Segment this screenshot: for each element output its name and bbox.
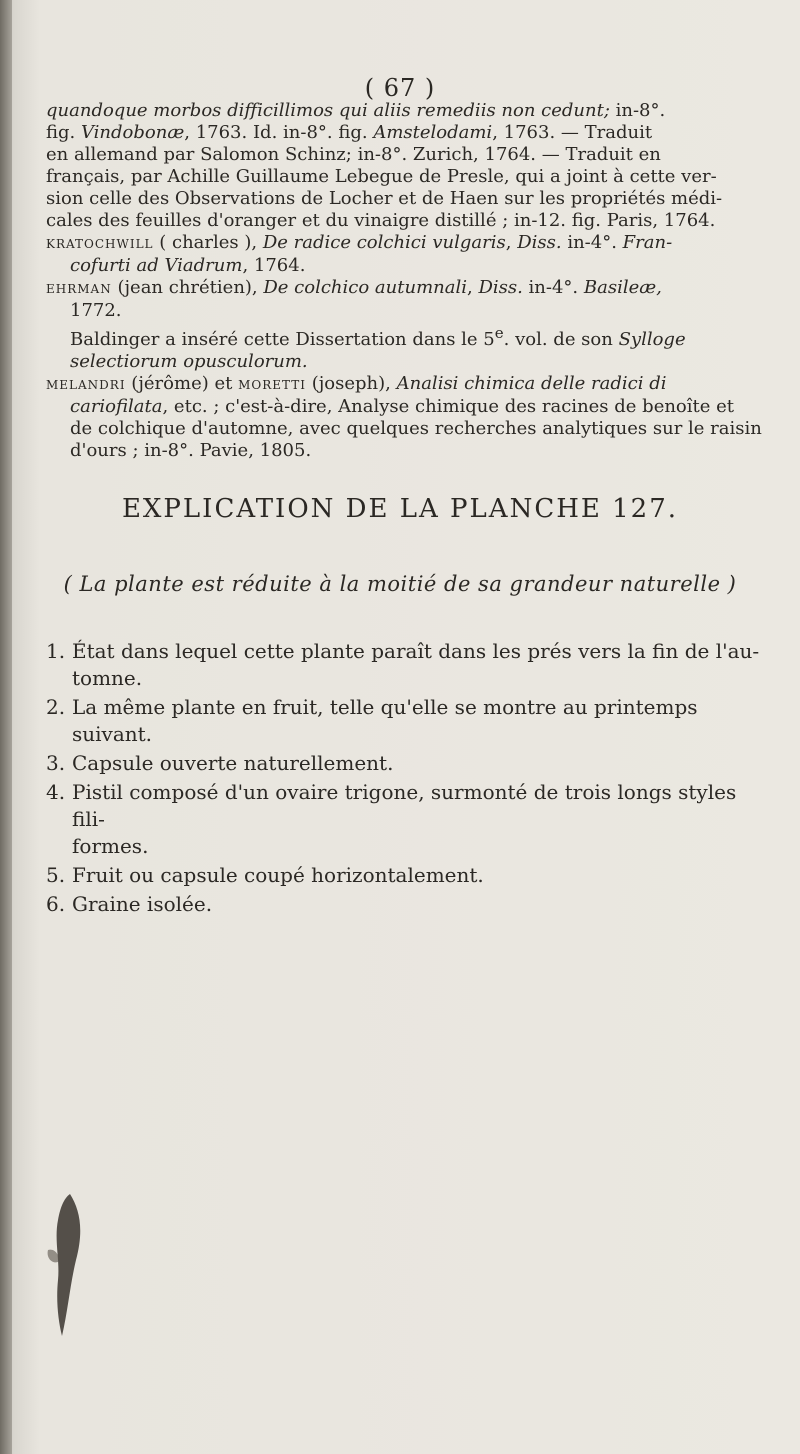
bib-place: Basileæ,	[583, 277, 662, 298]
bib-place: Fran-	[622, 232, 673, 253]
legend-item	[46, 694, 766, 748]
bib-note: . vol. de son	[503, 329, 619, 350]
bib-note-sup: e	[494, 324, 504, 342]
legend-text: Capsule ouverte naturellement.	[72, 751, 394, 775]
bib-title: cariofilata	[70, 396, 163, 417]
bib-format: in-4°.	[522, 277, 584, 298]
bib-place: Amstelodami	[373, 122, 493, 143]
legend-item	[46, 891, 766, 918]
page-number: ( 67 )	[364, 74, 436, 102]
bib-title: De radice colchici vulgaris	[262, 232, 506, 253]
bib-text: de colchique d'automne, avec quelques recherches analytiques sur le raisin	[70, 418, 762, 439]
bib-text: , 1763. — Traduit	[492, 122, 653, 143]
bib-entry-continuation	[46, 100, 764, 232]
bib-title: Analisi chimica delle radici di	[396, 373, 667, 394]
legend-text: La même plante en fruit, telle qu'elle se montre au printemps suivant.	[72, 695, 698, 746]
legend-item	[46, 862, 766, 889]
bib-text: fig.	[46, 122, 81, 143]
bib-sep: ,	[466, 277, 479, 298]
legend-number: 3.	[46, 751, 66, 775]
bib-year: 1772.	[70, 300, 122, 321]
bib-note-title: Sylloge	[618, 329, 686, 350]
bib-diss: Diss.	[478, 277, 523, 298]
plate-legend	[46, 638, 766, 920]
legend-number: 1.	[46, 639, 66, 663]
bib-entry-format: in-8°.	[609, 100, 666, 121]
bib-text: sion celle des Observations de Locher et de Haen sur les propriétés médi-	[46, 188, 723, 209]
plate-explanation-heading: EXPLICATION DE LA PLANCHE 127.	[121, 494, 679, 524]
bib-note-title: selectiorum opusculorum.	[70, 351, 308, 372]
legend-text: État dans lequel cette plante paraît dans les prés vers la fin de l'au-	[72, 639, 760, 663]
bib-given-name: (jérôme) et	[125, 373, 239, 394]
bib-text: en allemand par Salomon Schinz; in-8°. Zurich, 1764. — Traduit en	[46, 144, 661, 165]
legend-number: 6.	[46, 892, 66, 916]
bib-text: français, par Achille Guillaume Lebegue de Presle, qui a joint à cette ver-	[46, 166, 717, 187]
bib-text: cales des feuilles d'oranger et du vinaigre distillé ; in-12. fig. Paris, 1764.	[46, 210, 716, 231]
bib-title: De colchico autumnali	[263, 277, 467, 298]
ink-stain-mark	[40, 1190, 94, 1340]
bib-given-name: (jean chrétien),	[111, 277, 264, 298]
bib-sep: ,	[505, 232, 518, 253]
legend-text-cont: tomne.	[72, 666, 143, 690]
bib-diss: Diss.	[517, 232, 562, 253]
legend-item	[46, 638, 766, 692]
legend-item	[46, 750, 766, 777]
bib-year: , 1764.	[242, 255, 306, 276]
bib-note: Baldinger a inséré cette Dissertation dans le 5	[70, 329, 495, 350]
bib-entry-title-cont: quandoque morbos difficillimos qui aliis remediis non cedunt;	[46, 100, 610, 121]
bib-text: d'ours ; in-8°. Pavie, 1805.	[70, 440, 312, 461]
bib-author: EHRMAN	[46, 282, 112, 296]
bib-given-name: (joseph),	[305, 373, 397, 394]
bib-entry-melandri	[46, 373, 764, 462]
legend-number: 5.	[46, 863, 66, 887]
bib-author: MORETTI	[238, 378, 306, 392]
bibliography	[46, 100, 764, 462]
legend-text: Pistil composé d'un ovaire trigone, surmonté de trois longs styles fili-	[72, 780, 737, 831]
binding-edge	[0, 0, 12, 1454]
legend-number: 4.	[46, 780, 66, 804]
bib-text: , etc. ; c'est-à-dire, Analyse chimique des racines de benoîte et	[162, 396, 735, 417]
plate-scale-note: ( La plante est réduite à la moitié de sa grandeur naturelle )	[63, 572, 737, 596]
legend-text-cont: formes.	[72, 834, 149, 858]
bib-place: Vindobonæ	[80, 122, 185, 143]
bib-format: in-4°.	[561, 232, 623, 253]
bib-place: cofurti ad Viadrum	[70, 255, 243, 276]
bib-given-name: ( charles ),	[153, 232, 263, 253]
legend-text: Fruit ou capsule coupé horizontalement.	[72, 863, 484, 887]
bib-text: , 1763. Id. in-8°. fig.	[184, 122, 374, 143]
legend-text: Graine isolée.	[72, 892, 213, 916]
legend-item	[46, 779, 766, 860]
bib-author: MELANDRI	[46, 378, 126, 392]
bib-entry-ehrman	[46, 277, 764, 373]
bib-author: KRATOCHWILL	[46, 237, 154, 251]
bib-entry-kratochwill	[46, 232, 764, 277]
legend-number: 2.	[46, 695, 66, 719]
